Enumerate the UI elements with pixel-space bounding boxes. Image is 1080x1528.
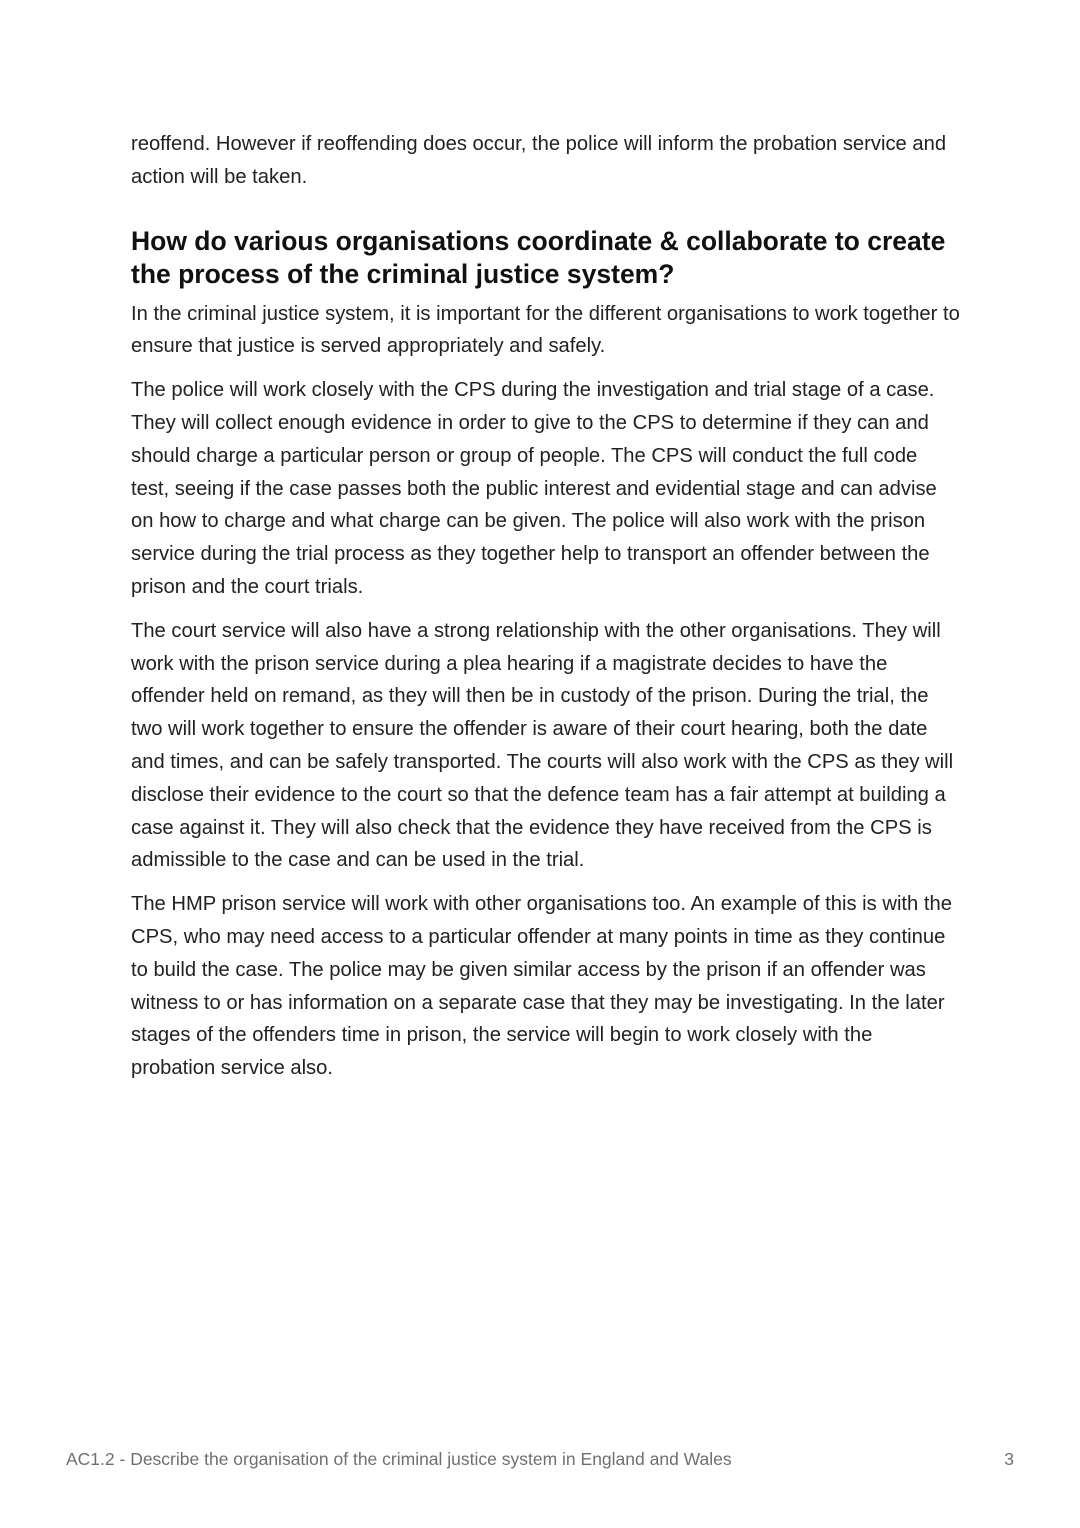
section-body — [131, 298, 961, 1085]
body-paragraph: The HMP prison service will work with other organisations too. An example of this is with the CPS, who may need access to a particular offender at many points in time as they continue to build the case. The police may be given similar access by the prison if an offender was witness to or has information on a separate case that they may be investigating. In the later stages of the offenders time in prison, the service will begin to work closely with the probation service also. — [131, 893, 952, 1080]
continuation-paragraph: reoffend. However if reoffending does occur, the police will inform the probation service and action will be taken. — [131, 133, 947, 188]
footer-title: AC1.2 - Describe the organisation of the criminal justice system in England and Wales — [66, 1449, 732, 1469]
page-content — [131, 128, 961, 1085]
section-heading: How do various organisations coordinate & collaborate to create the process of the criminal justice system? — [131, 225, 946, 289]
body-paragraph: The court service will also have a strong relationship with the other organisations. They will work with the prison service during a plea hearing if a magistrate decides to have the offender held on remand, as they will then be in custody of the prison. During the trial, the two will work together to ensure the offender is aware of their court hearing, both the date and times, and can be safely transported. The courts will also work with the CPS as they will disclose their evidence to the court so that the defence team has a fair attempt at building a case against it. They will also check that the evidence they have received from the CPS is admissible to the case and can be used in the trial. — [131, 619, 954, 872]
body-paragraph: The police will work closely with the CPS during the investigation and trial stage of a case. They will collect enough evidence in order to give to the CPS to determine if they can and should charge a particular person or group of people. The CPS will conduct the full code test, seeing if the case passes both the public interest and evidential stage and can advise on how to charge and what charge can be given. The police will also work with the prison service during the trial process as they together help to transport an offender between the prison and the court trials. — [131, 379, 937, 598]
page-footer — [66, 1447, 1014, 1471]
body-paragraph: In the criminal justice system, it is important for the different organisations to work together to ensure that justice is served appropriately and safely. — [131, 302, 960, 358]
page-number: 3 — [1004, 1449, 1014, 1469]
